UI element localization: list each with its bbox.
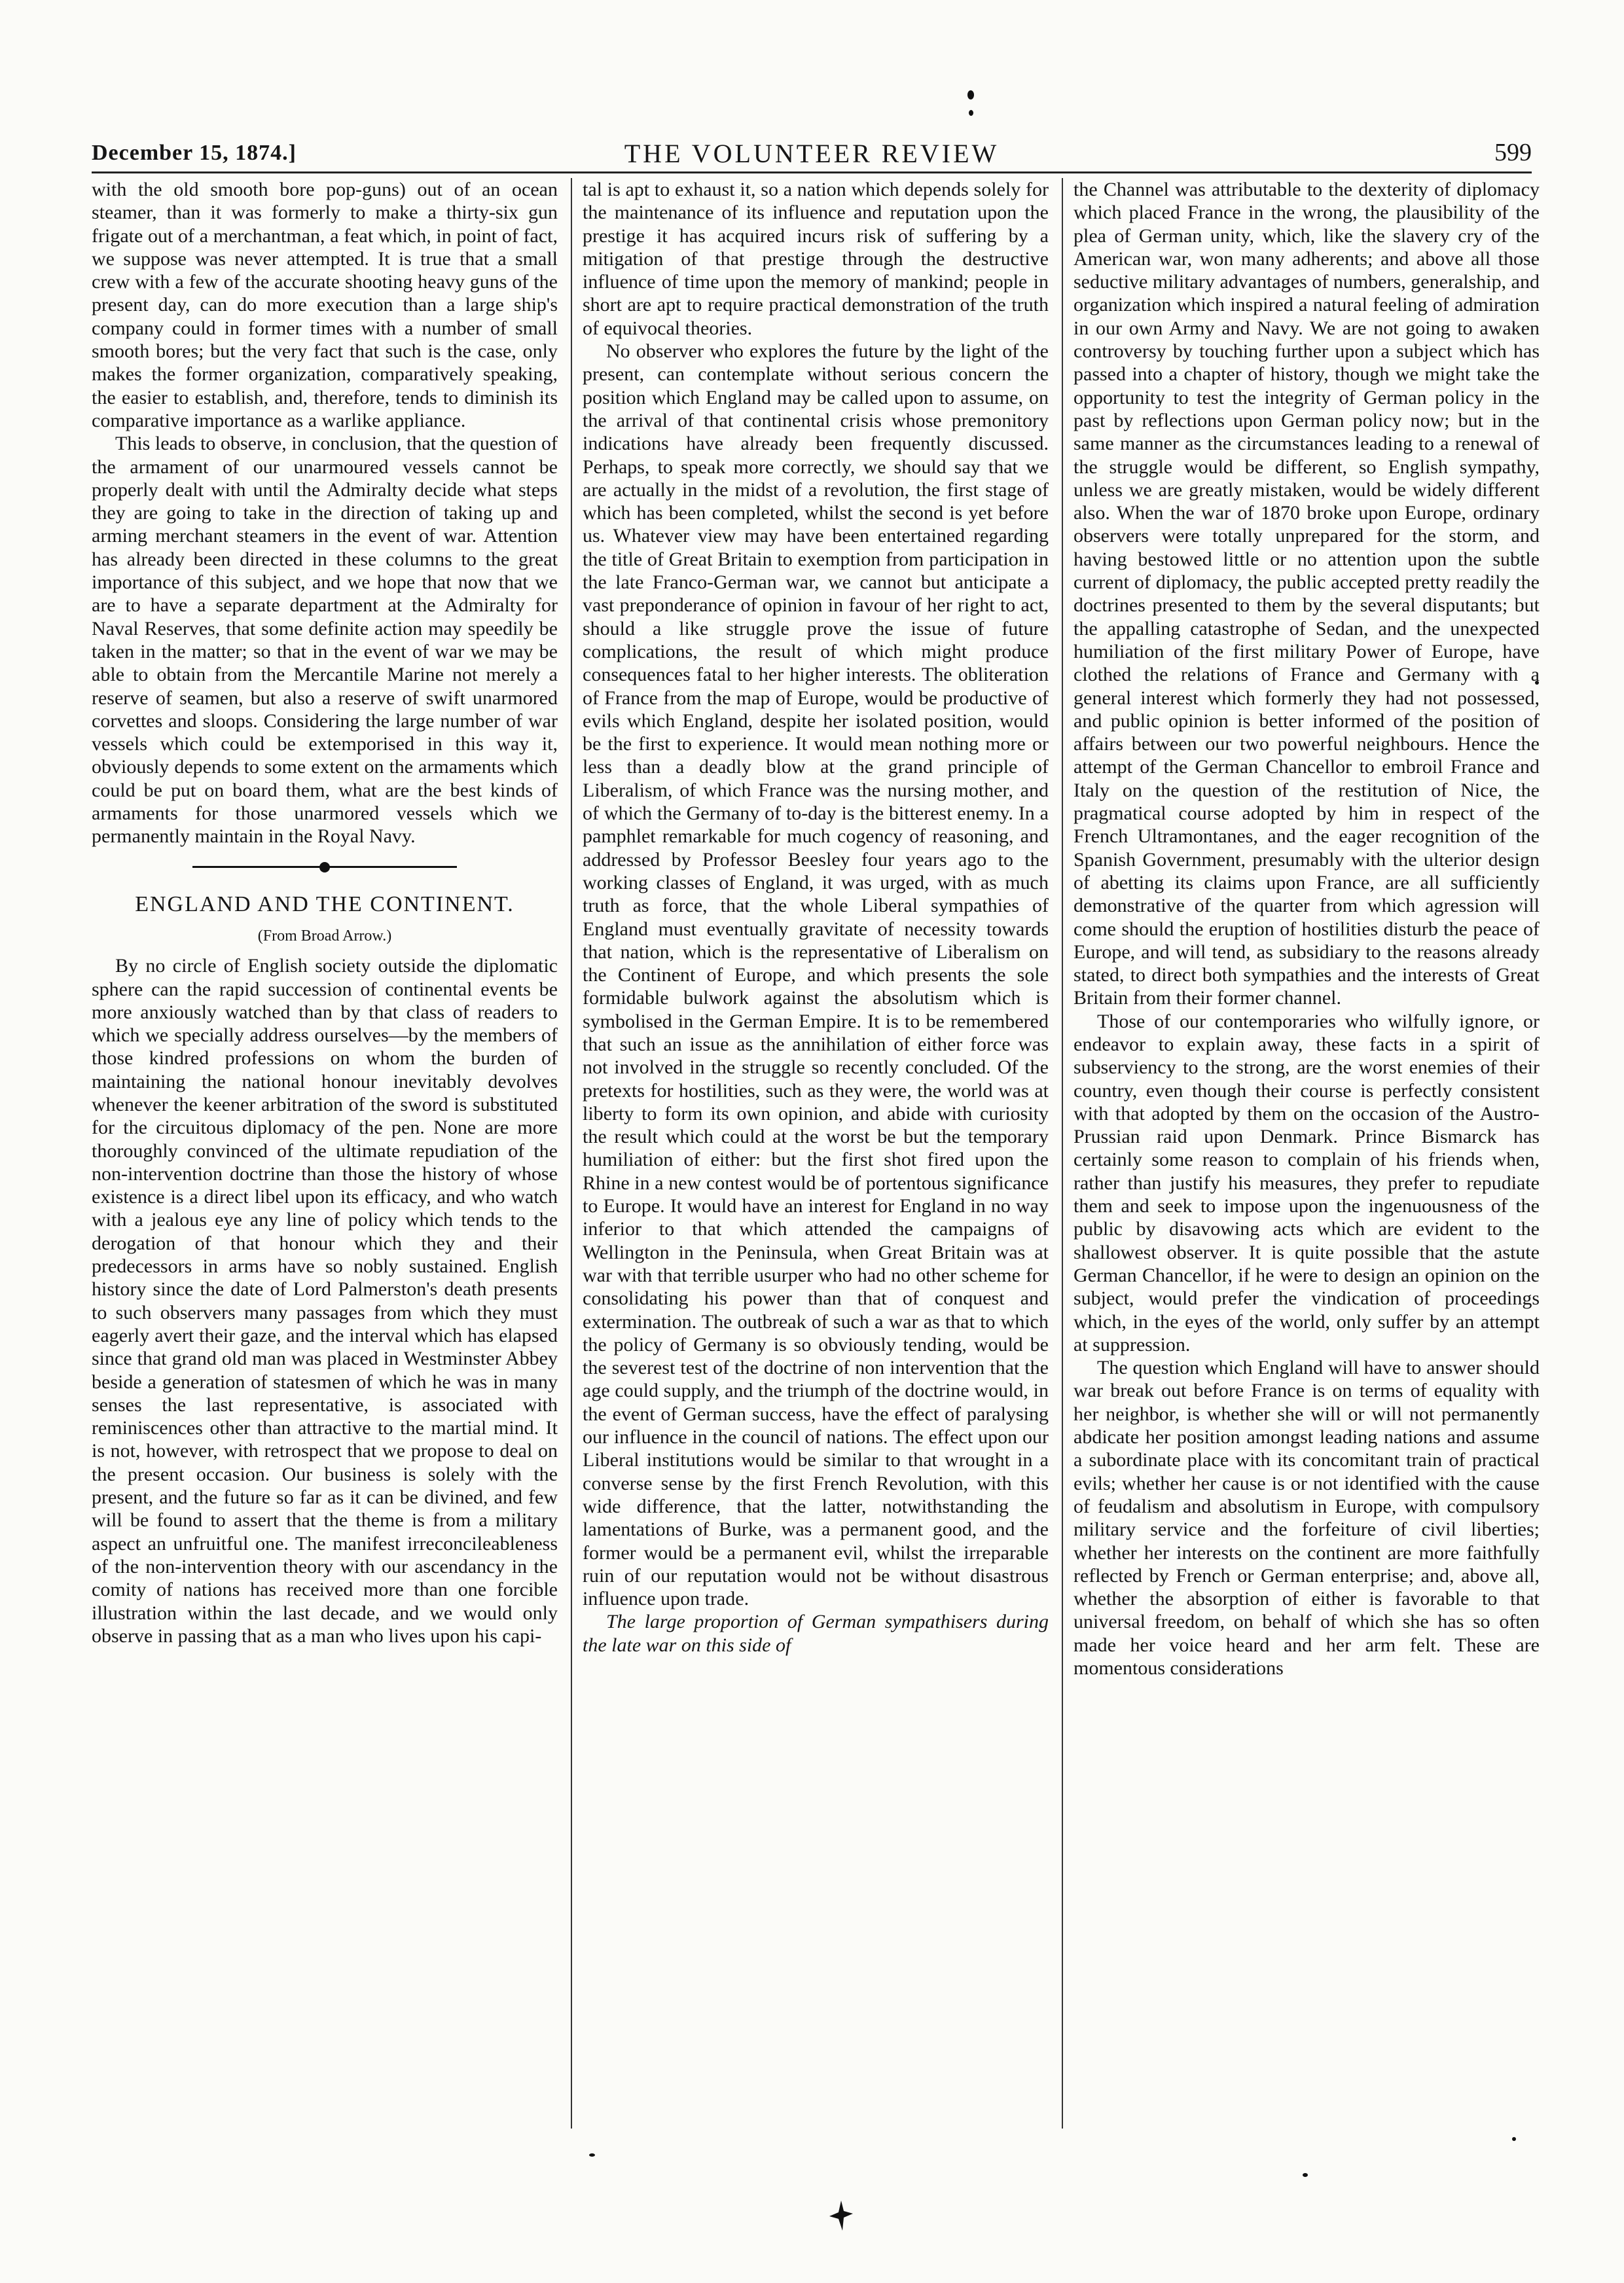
article-paragraph: Those of our contemporaries who wilfully ignore, or endeavor to explain away, these facts in a spirit of subserviency to the strong, are the worst enemies of their country, even though their course is perfectly consistent with that adopted by them on the occasion of the Austro-Prussian raid upon Denmark. Prince Bismarck has certainly some reason to complain of his friends when, rather than justify his measures, they prefer to repudiate them and seek to impose upon the ingenuousness of the public by disavowing acts which are evident to the shallowest observer. It is quite possible that the astute German Chancellor, if he were to design an opinion on the subject, would prefer the vindication of proceedings which, in the eyes of the world, only suffer by an attempt at suppression.	[1074, 1010, 1540, 1356]
journal-title: THE VOLUNTEER REVIEW	[624, 139, 1000, 168]
issue-date: December 15, 1874.]	[92, 141, 297, 165]
column-right	[1074, 178, 1540, 2129]
article-paragraph: tal is apt to exhaust it, so a nation which depends solely for the maintenance of its influence and reputation upon the prestige it has acquired incurs risk of suffering by a mitigation of that prestige through the destructive influence of time upon the memory of mankind; people in short are apt to require practical demonstration of the truth of equivocal theories.	[583, 179, 1049, 339]
article-paragraph: The large proportion of German sympathisers during the late war on this side of	[583, 1611, 1049, 1656]
column-divider	[1062, 178, 1063, 2129]
page-number: 599	[1494, 139, 1532, 166]
section-source: (From Broad Arrow.)	[257, 927, 392, 944]
section-ornament	[92, 848, 558, 886]
page-header	[92, 134, 1532, 173]
ink-speck	[589, 2153, 595, 2157]
column-middle	[583, 178, 1049, 2129]
article-paragraph: The question which England will have to answer should war break out before France is on terms of equality with her neighbor, is whether she will or will not permanently abdicate her position amongst leading nations and assume a subordinate place with its concomitant train of practical evils; whether her cause is or not identified with the cause of feudalism and absolutism in Europe, with compulsory military service and the forfeiture of civil liberties; whether her interests on the continent are more faithfully reflected by French or German enterprise; and, above all, whether the absorption of either is favorable to that universal freedom, on behalf of which she has so often made her voice heard and her arm felt. These are momentous considerations	[1074, 1357, 1540, 1679]
printer-mark	[828, 2199, 854, 2232]
article-paragraph: No observer who explores the future by the light of the present, can contemplate without serious concern the position which England may be called upon to assume, on the arrival of that continental crisis whose premonitory indications have already been frequently discussed. Perhaps, to speak more correctly, we should say that we are actually in the midst of a revolution, the first stage of which has been completed, whilst the second is yet before us. Whatever view may have been entertained regarding the title of Great Britain to exemption from participation in the late Franco-German war, we cannot but anticipate a vast preponderance of opinion in favour of her right to act, should a like struggle prove the issue of future complications, the result of which might produce consequences fatal to her higher interests. The obliteration of France from the map of Europe, would be productive of evils which England, despite her isolated position, would be the first to experience. It would mean nothing more or less than a deadly blow at the grand principle of Liberalism, of which France was the nursing mother, and of which the Germany of to-day is the bitterest enemy. In a pamphlet remarkable for much cogency of reasoning, and addressed by Professor Beesley four years ago to the working classes of England, it was urged, with as much truth as force, that the whole Liberal sympathies of England must eventually gravitate of necessity towards that nation, which is the representative of Liberalism on the Continent of Europe, and which presents the sole formidable bulwork against the absolutism which is symbolised in the German Empire. It is to be remembered that such an issue as the annihilation of either force was not involved in the struggle so recently concluded. Of the pretexts for hostilities, such as they were, the world was at liberty to form its own opinion, and abide with curiosity the result which could at the worst be but the temporary humiliation of either: but the first shot fired upon the Rhine in a new contest would be of portentous significance to Europe. It would have an interest for England in no way inferior to that which attended the campaigns of Wellington in the Peninsula, when Great Britain was at war with that terrible usurper who had no other scheme for consolidating his power than that of conquest and extermination. The outbreak of such a war as that to which the policy of Germany is so obviously tending, would be the severest test of the doctrine of non intervention that the age could supply, and the triumph of the doctrine would, in the event of German success, have the effect of paralysing our influence in the council of nations. The effect upon our Liberal institutions would be similar to that wrought in a converse sense by the first French Revolution, with this wide difference, that the latter, notwithstanding the lamentations of Burke, was a permanent good, and the former would be a permanent evil, whilst the irreparable ruin of our reputation would not be without disastrous influence upon trade.	[583, 340, 1049, 1610]
article-paragraph: with the old smooth bore pop-guns) out of an ocean steamer, than it was formerly to make a thirty-six gun frigate out of a merchantman, a feat which, in point of fact, we suppose was never attempted. It is true that a small crew with a few of the accurate shooting heavy guns of the present day, can do more execution than a large ship's company could in former times with a number of small smooth bores; but the very fact that such is the case, only makes the former organization, comparatively speaking, the easier to establish, and, therefore, tends to diminish its comparative importance as a warlike appliance.	[92, 179, 558, 431]
ink-speck	[1512, 2137, 1516, 2141]
column-left	[92, 178, 558, 2129]
ink-speck	[967, 90, 974, 99]
article-paragraph: the Channel was attributable to the dexterity of diplomacy which placed France in the wrong, the plausibility of the plea of German unity, which, like the slavery cry of the American war, won many adherents; and above all those seductive military advantages of numbers, generalship, and organization which inspired a natural feeling of admiration in our own Army and Navy. We are not going to awaken controversy by touching further upon a subject which has passed into a chapter of history, though we might take the opportunity to test the integrity of German policy in the past by reflections upon German policy now; but in the same manner as the circumstances leading to a renewal of the struggle would be different, so English sympathy, unless we are greatly mistaken, would be widely different also. When the war of 1870 broke upon Europe, ordinary observers were totally unprepared for the storm, and having bestowed little or no attention upon the subtle current of diplomacy, the public accepted pretty readily the doctrines presented to them by the several disputants; but the appalling catastrophe of Sedan, and the unexpected humiliation of the first military Power of Europe, have clothed the relations of France and Germany with a general interest which formerly they had not possessed, and public opinion is better informed of the position of affairs between our two powerful neighbours. Hence the attempt of the German Chancellor to embroil France and Italy on the question of the restitution of Nice, the pragmatical course adopted by him in respect of the French Ultramontanes, and the eager recognition of the Spanish Government, presumably with the ulterior design of abetting its claims upon France, are all sufficiently demonstrative of the quarter from which agression will come should the eruption of hostilities disturb the peace of Europe, and will tend, as subsidiary to the reasons already stated, to direct both sympathies and the interests of Great Britain from their former channel.	[1074, 179, 1540, 1009]
header-rule	[92, 171, 1532, 173]
column-divider	[571, 178, 572, 2129]
ink-speck	[1303, 2173, 1308, 2177]
article-paragraph: By no circle of English society outside the diplomatic sphere can the rapid succession of continental events be more anxiously watched than by that class of readers to which we specially address ourselves—by the members of those kindred professions on whom the burden of maintaining the national honour inevitably devolves whenever the keener arbitration of the sword is substituted for the circuitous diplomacy of the pen. None are more thoroughly convinced of the ultimate repudiation of the non-intervention doctrine than those the history of whose existence is a direct libel upon its efficacy, and who watch with a jealous eye any line of policy which tends to the derogation of that honour which they and their predecessors in arms have so nobly sustained. English history since the date of Lord Palmerston's death presents to such observers many passages from which they must eagerly avert their gaze, and the interval which has elapsed since that grand old man was placed in Westminster Abbey beside a generation of statesmen of which he was in many senses the last representative, is associated with reminiscences other than attractive to the martial mind. It is not, however, with retrospect that we propose to deal on the present occasion. Our business is solely with the present, and the future so far as it can be divined, and few will be found to assert that the theme is from a military aspect an unfruitful one. The manifest irreconcileableness of the non-intervention theory with our ascendancy in the comity of nations has received more than one forcible illustration within the last decade, and we would only observe in passing that as a man who lives upon his capi-	[92, 955, 558, 1647]
section-title: ENGLAND AND THE CONTINENT.	[135, 891, 514, 916]
article-paragraph: This leads to observe, in conclusion, that the question of the armament of our unarmoured vessels cannot be properly dealt with until the Admiralty decide what steps they are going to take in the direction of taking up and arming merchant steamers in the event of war. Attention has already been directed in these columns to the great importance of this subject, and we hope that now that we are to have a separate department at the Admiralty for Naval Reserves, that some definite action may speedily be taken in the matter; so that in the event of war we may be able to obtain from the Mercantile Marine not merely a reserve of seamen, but also a reserve of swift unarmored corvettes and sloops. Considering the large number of war vessels which could be extemporised in this way it, obviously depends to some extent on the armaments which could be put on board them, what are the best kinds of armaments for those unarmored vessels which we permanently maintain in the Royal Navy.	[92, 433, 558, 848]
ink-speck	[969, 110, 973, 116]
